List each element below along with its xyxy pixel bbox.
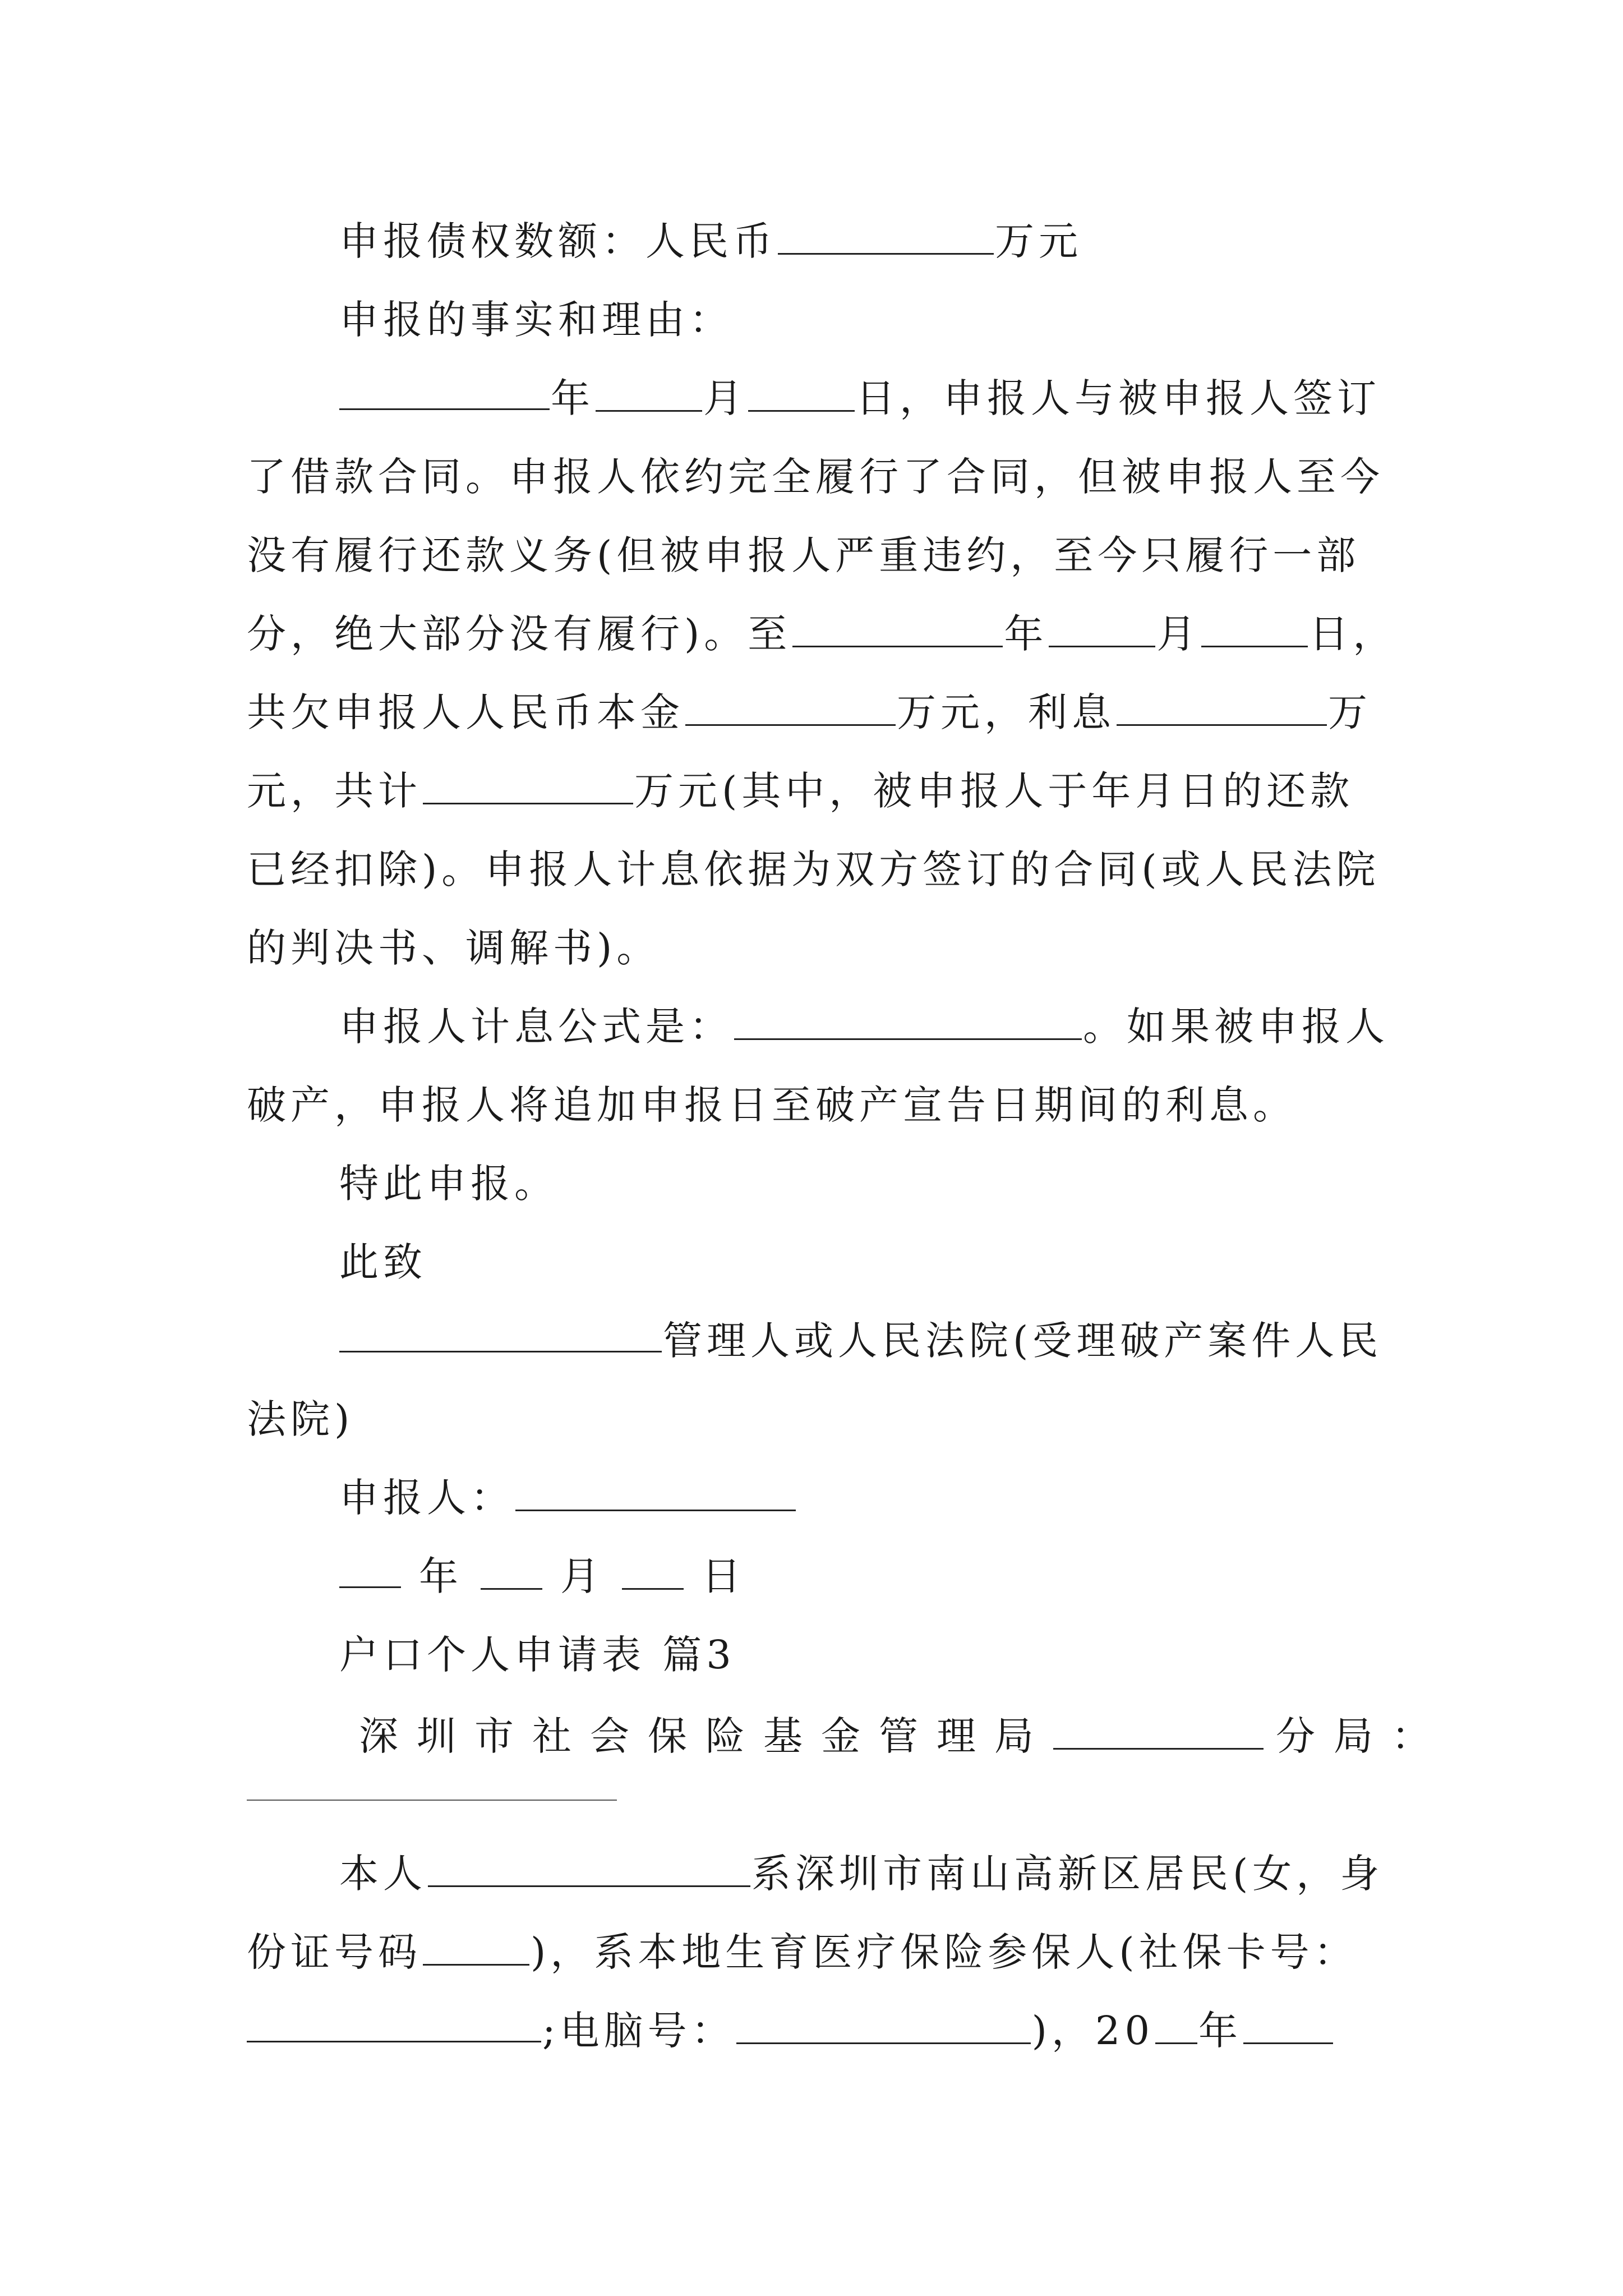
body-line: 没有履行还款义务(但被申报人严重违约，至今只履行一部 [247, 532, 1361, 578]
name-blank [428, 1842, 750, 1887]
body-line: 破产，申报人将追加申报日至破产宣告日期间的利息。 [247, 1082, 1297, 1128]
interest-blank [1117, 680, 1327, 726]
until-month-blank [1049, 602, 1155, 647]
body-line: ;电脑号： )，20 年 [0, 1997, 1623, 2064]
signature-date-line: 年 月 日 [0, 1543, 1623, 1610]
body-line: 本人 系深圳市南山高新区居民(女，身 [0, 1840, 1623, 1907]
until-day-blank [1201, 602, 1308, 647]
body-line: 了借款合同。申报人依约完全履行了合同，但被申报人至今 [247, 454, 1384, 500]
sign-year-blank [339, 1543, 401, 1588]
principal-blank [685, 680, 896, 726]
computer-number-blank [736, 1999, 1031, 2044]
contract-day-blank [748, 366, 855, 412]
body-line: 份证号码 )，系本地生育医疗保险参保人(社保卡号： [0, 1918, 1623, 1986]
branch-blank [1053, 1704, 1264, 1750]
separator-line [247, 1800, 617, 1801]
id-number-blank [423, 1920, 529, 1966]
formula-blank [734, 995, 1082, 1040]
claim-amount-blank [778, 209, 994, 255]
addressee-line: 深圳市社会保险基金管理局 分局： [0, 1703, 1623, 1770]
trailing-blank [1243, 1999, 1333, 2044]
year-suffix-blank [1155, 1999, 1197, 2044]
claim-amount-unit: 万元 [995, 218, 1082, 264]
recipient-blank [339, 1307, 662, 1352]
salutation-line: 此致 [339, 1239, 427, 1285]
until-year-blank [792, 602, 1003, 647]
sign-month-blank [481, 1544, 542, 1590]
body-line: 已经扣除)。申报人计息依据为双方签订的合同(或人民法院 [247, 846, 1380, 892]
contract-date-line: 年 月 日，申报人与被申报人签订 [0, 365, 1623, 432]
interest-formula-line: 申报人计息公式是： 。如果被申报人 [0, 993, 1623, 1060]
claim-amount-line [0, 208, 1623, 275]
recipient-line: 管理人或人民法院(受理破产案件人民 [0, 1307, 1623, 1374]
applicant-blank [515, 1466, 796, 1511]
applicant-line: 申报人： [0, 1464, 1623, 1531]
closing-line: 特此申报。 [339, 1161, 558, 1207]
claim-amount-label: 申报债权数额：人民币 [339, 218, 777, 264]
body-line: 的判决书、调解书)。 [247, 925, 661, 971]
body-line: 法院) [247, 1396, 354, 1442]
total-blank [423, 759, 633, 804]
section-title: 户口个人申请表 篇3 [339, 1632, 736, 1678]
body-line: 共欠申报人人民币本金 万元，利息 万 [0, 679, 1623, 746]
facts-heading: 申报的事实和理由： [339, 297, 733, 343]
contract-year-blank [339, 365, 550, 410]
sign-day-blank [622, 1544, 684, 1590]
body-line: 分，绝大部分没有履行)。至 年 月 日， [0, 600, 1623, 668]
social-card-blank [247, 1997, 541, 2042]
body-line: 元，共计 万元(其中，被申报人于年月日的还款 [0, 757, 1623, 825]
contract-month-blank [596, 366, 702, 412]
